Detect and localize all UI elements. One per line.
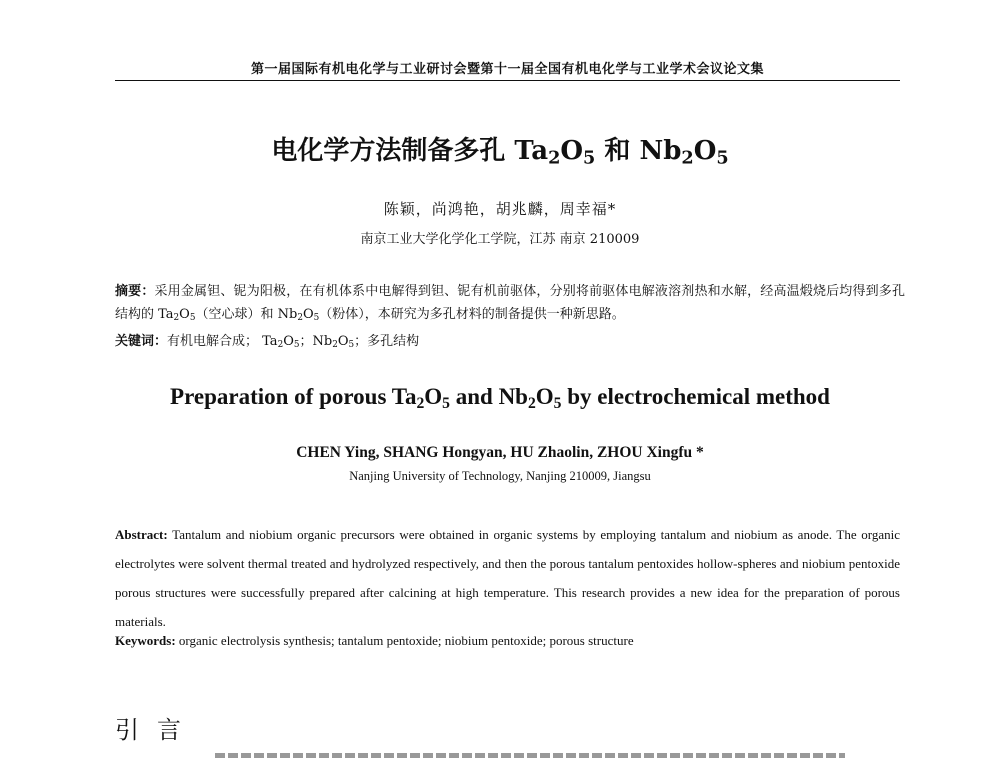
cn-abstract-sub: 2 <box>173 313 180 324</box>
cn-keywords-text: O <box>337 334 349 349</box>
en-title-sub: 5 <box>553 394 562 412</box>
cn-title-part: 和 Nb <box>595 136 682 166</box>
chinese-affiliation: 南京工业大学化学化工学院，江苏 南京 210009 <box>360 232 640 247</box>
cn-keywords-text: O <box>283 334 294 349</box>
cn-keywords-text: ；Nb <box>299 334 333 349</box>
en-abstract-label: Abstract: <box>115 527 168 542</box>
chinese-title <box>0 130 1000 167</box>
cn-title-sub: 5 <box>716 147 729 169</box>
header-rule <box>115 80 900 81</box>
en-title-part: Preparation of porous Ta <box>170 384 417 409</box>
cn-keywords-label: 关键词： <box>115 334 168 349</box>
cn-title-part: O <box>693 136 717 166</box>
cn-title-part: O <box>560 136 584 166</box>
chinese-authors: 陈颖，尚鸿艳，胡兆麟，周幸福* <box>383 200 617 218</box>
cn-abstract-sub: 5 <box>189 313 196 324</box>
en-abstract-text: Tantalum and niobium organic precursors were obtained in organic systems by employing tantalum and niobium as anode. The organic electrolytes were solvent thermal treated and hydrolyzed respectively, and then the porous tantalum pentoxides hollow-spheres and niobium pentoxide porous structures were successfully prepared after calcining at high temperature. This research provides a new idea for the preparation of porous materials. <box>115 527 901 629</box>
proceedings-header: 第一届国际有机电化学与工业研讨会暨第十一届全国有机电化学与工业学术会议论文集 <box>250 62 764 77</box>
english-abstract <box>115 520 900 636</box>
cn-title-sub: 2 <box>681 147 694 169</box>
en-title-part: O <box>424 384 443 409</box>
cn-title-sub: 2 <box>548 147 561 169</box>
cn-keywords-text: ；多孔结构 <box>354 334 420 349</box>
cn-abstract-text: O <box>302 307 314 322</box>
english-title <box>0 384 1000 410</box>
section-heading-introduction: 引言 <box>115 716 199 744</box>
cn-keywords-sub: 5 <box>348 340 355 351</box>
english-affiliation: Nanjing University of Technology, Nanjing 210009, Jiangsu <box>349 469 651 483</box>
cn-abstract-sub: 2 <box>297 313 303 324</box>
cn-keywords-text: 有机电解合成； Ta <box>167 334 278 349</box>
english-keywords <box>115 631 900 651</box>
en-title-sub: 2 <box>416 394 425 412</box>
cn-abstract-text: 采用金属钽、铌为阳极，在有机体系中电解得到钽、铌有机前驱体，分别将前驱体电解液溶剂热和水解，经高温煅烧后均得到多孔结构的 Ta <box>115 284 905 322</box>
en-title-sub: 5 <box>442 394 450 412</box>
cn-abstract-text: （空心球）和 Nb <box>195 307 298 322</box>
cn-keywords-sub: 2 <box>277 340 284 351</box>
chinese-abstract <box>115 280 905 326</box>
cn-keywords-sub: 2 <box>332 340 338 351</box>
en-keywords-label: Keywords: <box>115 633 176 648</box>
cn-abstract-text: （粉体），本研究为多孔材料的制备提供一种新思路。 <box>319 307 625 322</box>
en-title-part: O <box>535 384 554 409</box>
en-keywords-text: organic electrolysis synthesis; tantalum pentoxide; niobium pentoxide; porous structure <box>178 633 634 648</box>
en-title-sub: 2 <box>527 394 536 412</box>
en-title-part: and Nb <box>449 384 528 409</box>
cn-abstract-label: 摘要： <box>115 284 155 299</box>
en-title-part: by electrochemical method <box>561 384 830 409</box>
english-authors: CHEN Ying, SHANG Hongyan, HU Zhaolin, ZHOU Xingfu * <box>296 444 704 461</box>
cn-title-part: 电化学方法制备多孔 Ta <box>271 136 549 166</box>
cn-keywords-sub: 5 <box>293 340 300 351</box>
chinese-keywords <box>115 330 905 353</box>
cn-abstract-text: O <box>179 307 190 322</box>
cut-off-text-line <box>215 753 845 758</box>
cn-abstract-sub: 5 <box>313 313 320 324</box>
cn-title-sub: 5 <box>583 147 596 169</box>
